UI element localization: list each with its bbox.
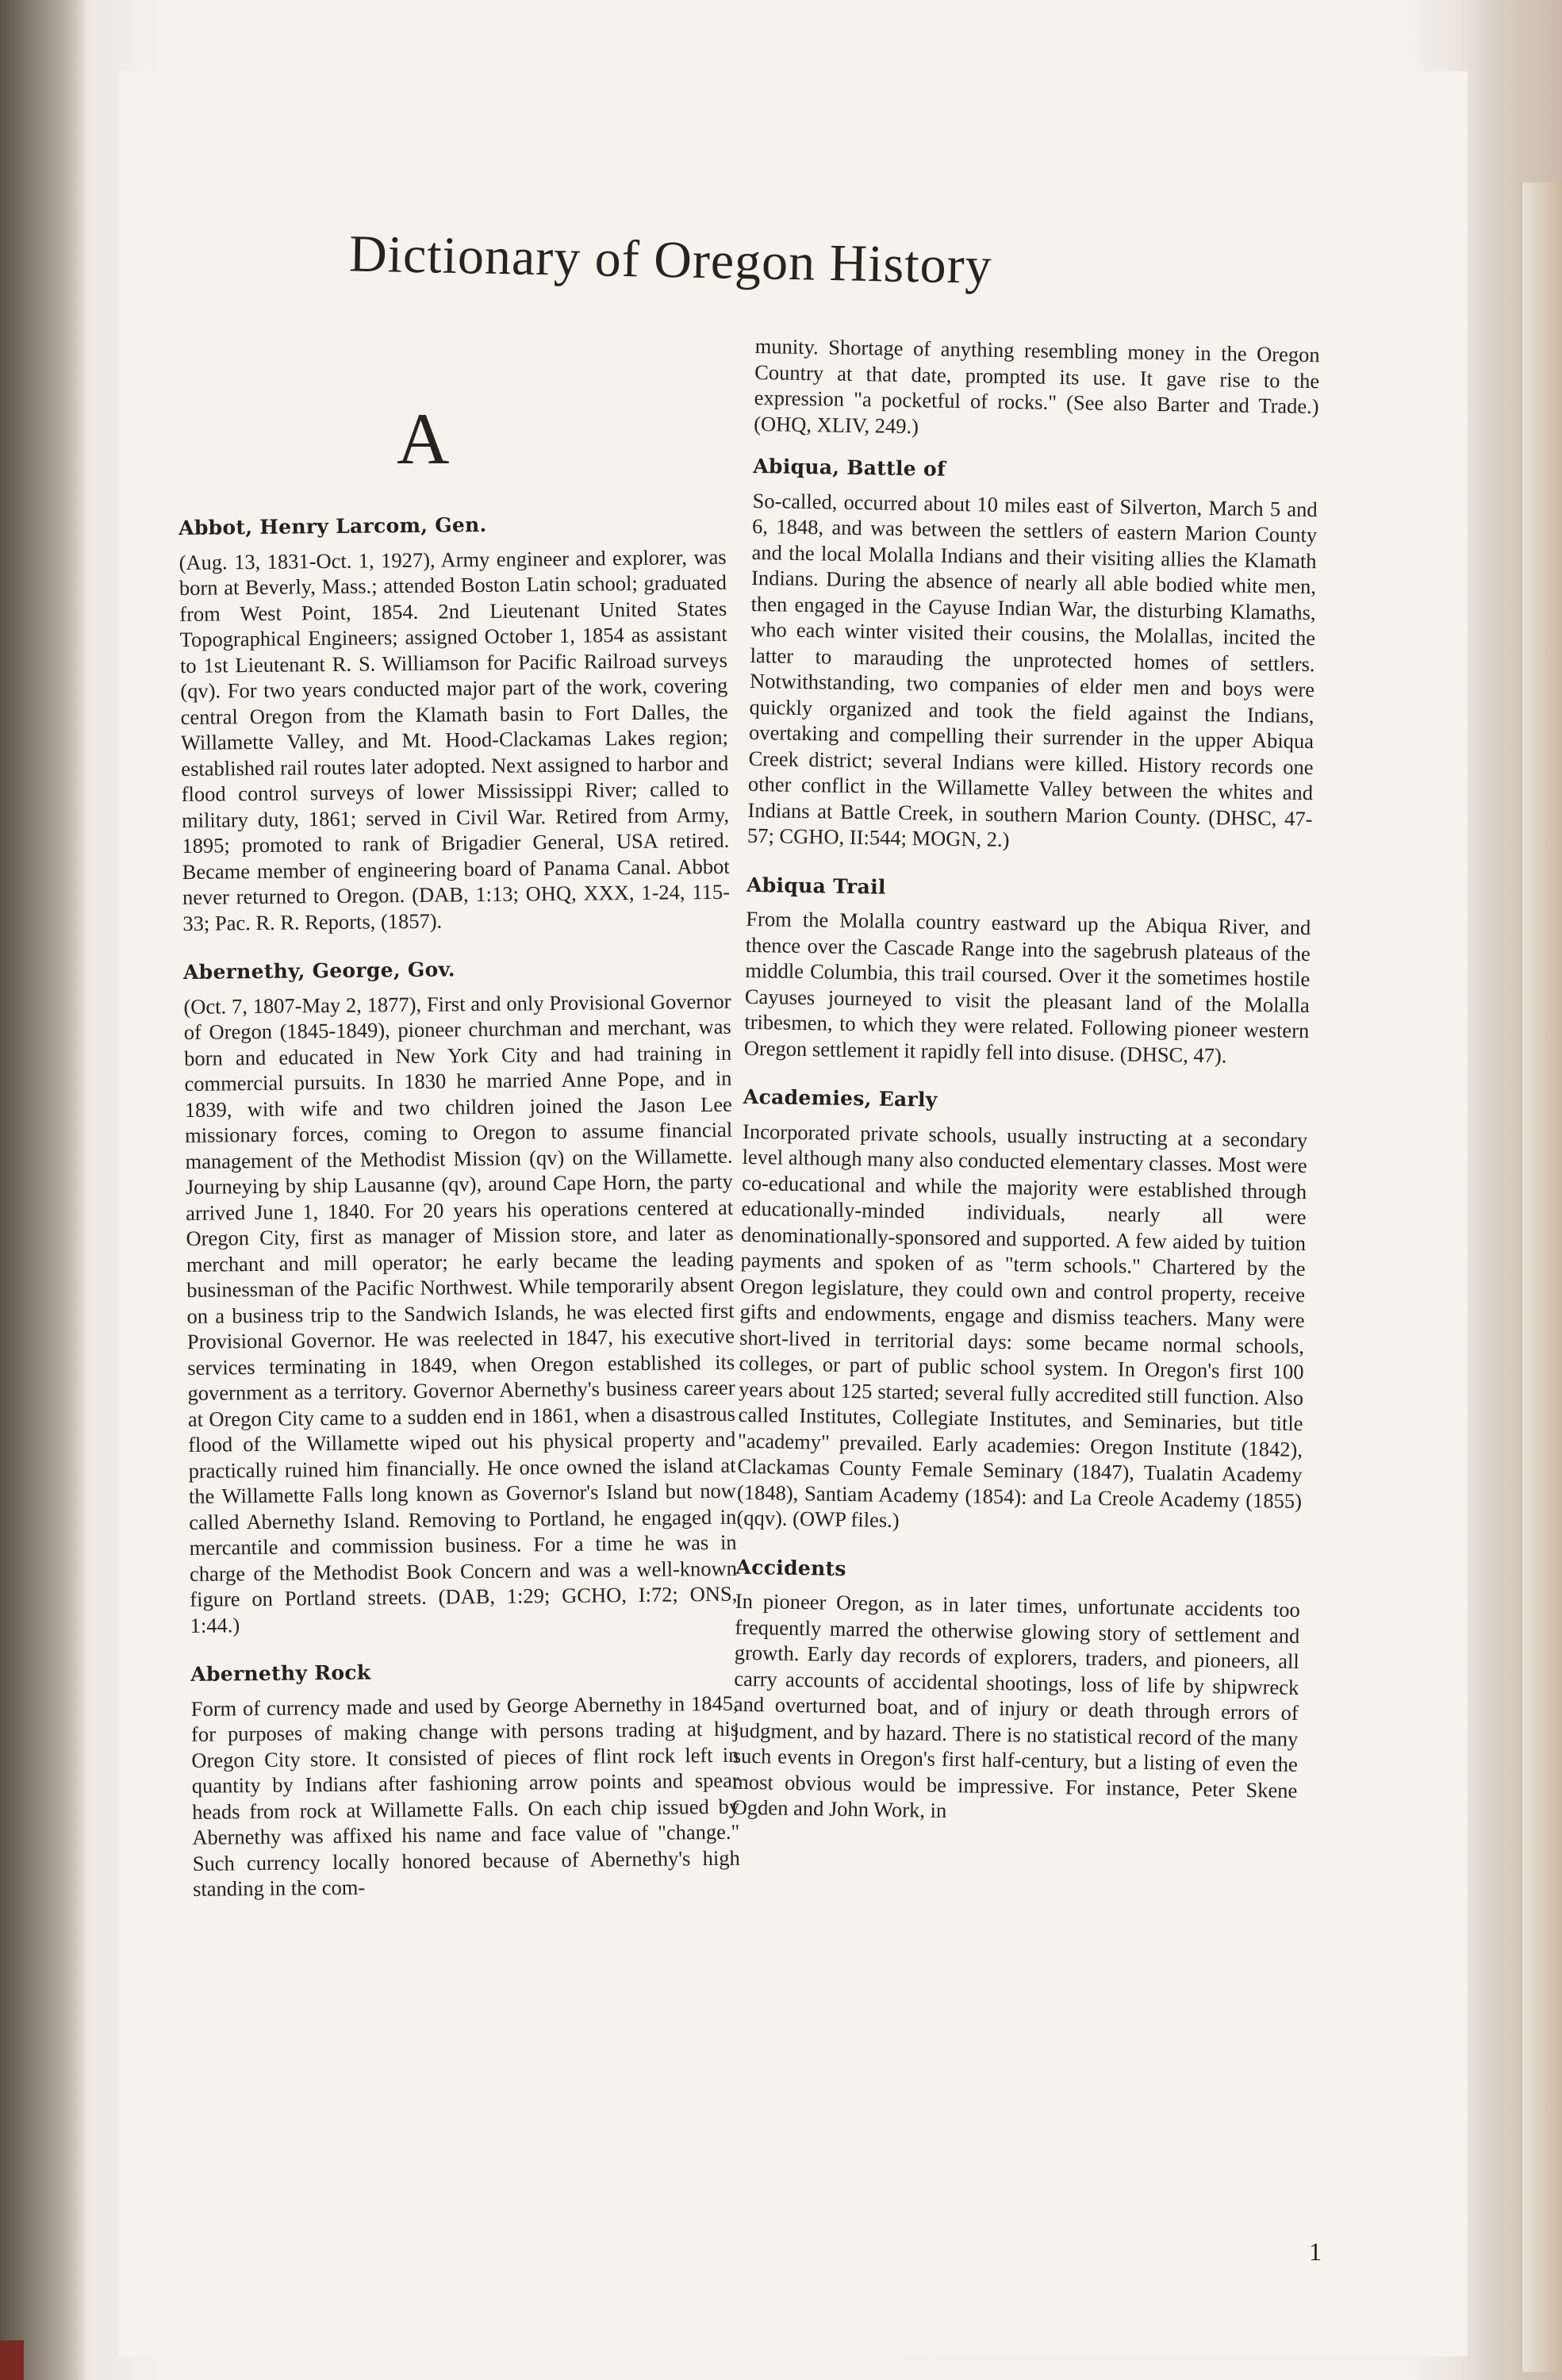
entry-text: (Aug. 13, 1831-Oct. 1, 1927), Army engineer and explorer, was born at Beverly, Mass.; attended Boston Latin school; graduated from West Point, 1854. 2nd Lieutenant United States Topographical Engineers; assigned October 1, 1854 as assistant to 1st Lieutenant R. S. Williamson for Pacific Railroad surveys (qv). For two years conducted major part of the work, covering central Oregon from the Klamath basin to Fort Dalles, the Willamette Valley, and Mt. Hood-Clackamas Lakes region; established rail routes later adopted. Next assigned to harbor and flood control surveys of lower Mississippi River; called to military duty, 1861; served in Civil War. Retired from Army, 1895; promoted to rank of Brigadier General, USA retired. Became member of engineering board of Panama Canal. Abbot never returned to Oregon. (DAB, 1:13; OHQ, XXX, 1-24, 115-33; Pac. R. R. Reports, (1857). [178, 544, 731, 935]
entry-heading: Accidents [735, 1555, 847, 1580]
entry-heading: Academies, Early [743, 1084, 938, 1111]
entry-heading: Abiqua Trail [746, 873, 886, 899]
entry [744, 872, 1312, 1069]
page-edge-stack [1521, 182, 1562, 2372]
entry-text: So-called, occurred about 10 miles east of Silverton, March 5 and 6, 1848, and was between the settlers of eastern Marion County and the local Molalla Indians and their visiting allies the Klamath Indians. During the absence of nearly all able bodied white men, then engaged in the Cayuse Indian War, the disturbing Klamaths, who each winter visited their cousins, the Molallas, incited the latter to marauding the unprotected homes of settlers. Notwithstanding, two companies of elder men and boys were quickly organized and took the field against the Indians, overtaking and compelling their surrender in the upper Abiqua Creek district; several Indians were killed. History records one other conflict in the Willamette Valley between the whites and Indians at Battle Creek, in southern Marion County. (DHSC, 47-57; CGHO, II:544; MOGN, 2.) [746, 488, 1318, 852]
entry-text: From the Molalla country eastward up the Abiqua River, and thence over the Cascade Range into the sagebrush plateaus of the middle Columbia, this trail coursed. Over it the sometimes hostile Cayuses journeyed to visit the pleasant land of the Molalla tribesmen, to which they were related. Following pioneer western Oregon settlement it rapidly fell into disuse. (DHSC, 47). [743, 906, 1311, 1067]
right-column [731, 333, 1320, 1852]
entry-text: In pioneer Oregon, as in later times, unfortunate accidents too frequently marred the otherwise glowing story of settlement and growth. Early day records of explorers, traders, and pioneers, all carry accounts of accidental shootings, loss of life by shipwreck and overturned boat, and of injury or death through errors of judgment, and by hazard. There is no statistical record of the many such events in Oregon's first half-century, but a listing of even the most obvious would be impressive. For instance, Peter Skene Ogden and John Work, in [731, 1588, 1301, 1823]
left-column [178, 510, 741, 1926]
section-letter: A [397, 398, 450, 479]
entry-text: Form of currency made and used by George Abernethy in 1845, for purposes of making change with persons trading at his Oregon City store. It consisted of pieces of flint rock left in quantity by Indians after fashioning arrow points and spear heads from rock at Willamette Falls. On each chip issued by Abernethy was affixed his name and face value of "change." Such currency locally honored because of Abernethy's high standing in the com- [190, 1691, 740, 1901]
page-title: Dictionary of Oregon History [348, 225, 993, 295]
entry [178, 510, 731, 936]
entry-text: Incorporated private schools, usually instructing at a secondary level although many also conducted elementary classes. Most were co-educational and while the majority were established through educationally-minded individuals, nearly all were denominationally-sponsored and supported. A few aided by tuition payments and spoken of as "term schools." Chartered by the Oregon legislature, they could own and control property, receive gifts and endowments, engage and dismiss teachers. Many were short-lived in territorial days: some became normal schools, colleges, or part of public school system. In Oregon's first 100 years about 125 started; several fully accredited still function. Also called Institutes, Collegiate Institutes, and Seminaries, but title "academy" prevailed. Early academies: Oregon Institute (1842), Clackamas County Female Seminary (1847), Tualatin Academy (1848), Santiam Academy (1854): and La Creole Academy (1855) (qqv). (OWP files.) [736, 1119, 1308, 1533]
entry-text: (Oct. 7, 1807-May 2, 1877), First and only Provisional Governor of Oregon (1845-1849), pioneer churchman and merchant, was born and educated in New York City and had training in commercial pursuits. In 1830 he married Anne Pope, and in 1839, with wife and two children joined the Jason Lee missionary forces, coming to Oregon to assume financial management of the Methodist Mission (qv) on the Willamette. Journeying by ship Lausanne (qv), around Cape Horn, the party arrived June 1, 1840. For 20 years his operations centered at Oregon City, first as manager of Mission store, and later as merchant and mill operator; he early became the leading businessman of the Pacific Northwest. While temporarily absent on a business trip to the Sandwich Islands, he was elected first Provisional Governor. He was reelected in 1847, his executive services terminating in 1849, when Oregon established its government as a territory. Governor Abernethy's business career at Oregon City came to a sudden end in 1861, when a disastrous flood of the Willamette wiped out his physical property and practically ruined him financially. He once owned the island at the Willamette Falls long known as Governor's Island but now called Abernethy Island. Removing to Portland, he engaged in mercantile and commission business. For a time he was in charge of the Methodist Book Concern and was a well-known figure on Portland streets. (DAB, 1:29; GCHO, I:72; ONS, 1:44.) [183, 988, 738, 1637]
entry [732, 1554, 1301, 1829]
entry-heading: Abernethy, George, Gov. [182, 958, 456, 984]
entry [747, 454, 1318, 858]
entry-continuation: munity. Shortage of anything resembling money in the Oregon Country at that date, prompted its use. It gave rise to the expression "a pocketful of rocks." (See also Barter and Trade.) (OHQ, XLIV, 249.) [753, 333, 1320, 438]
book-cover-corner [0, 2340, 24, 2380]
page-number: 1 [1309, 2237, 1322, 2266]
book-spine-shadow [0, 0, 87, 2380]
entry-heading: Abbot, Henry Larcom, Gen. [178, 512, 487, 539]
entry [736, 1084, 1308, 1540]
entry [190, 1656, 740, 1902]
entry-heading: Abiqua, Battle of [753, 454, 946, 481]
entry [183, 954, 738, 1638]
entry-heading: Abernethy Rock [190, 1660, 371, 1686]
